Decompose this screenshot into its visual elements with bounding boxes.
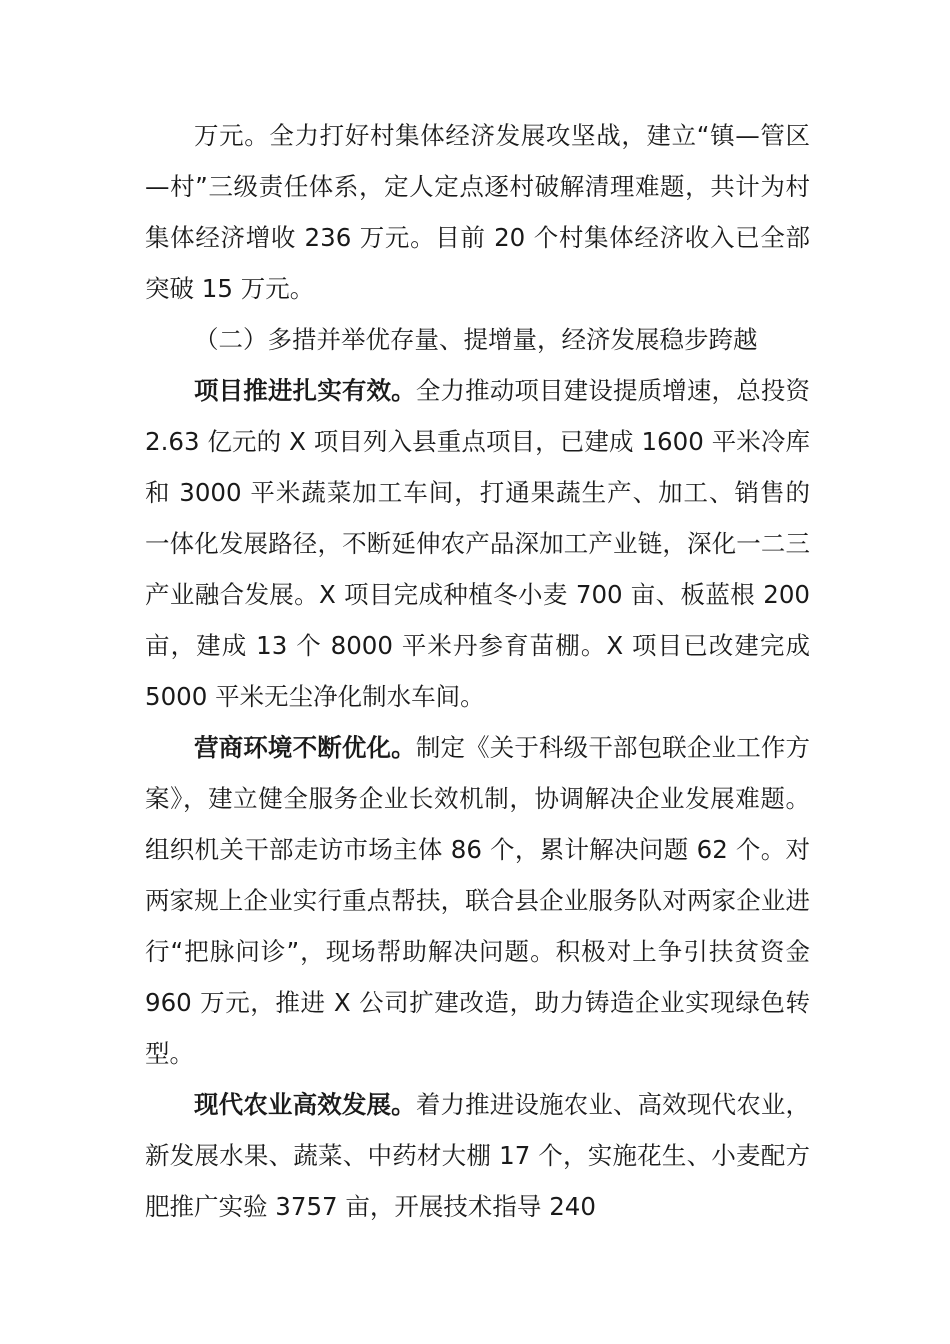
paragraph-village-economy (145, 110, 810, 314)
paragraph-lead: 营商环境不断优化。 (194, 733, 416, 762)
paragraph-text: 制定《关于科级干部包联企业工作方案》，建立健全服务企业长效机制，协调解决企业发展难题。组织机关干部走访市场主体 86 个，累计解决问题 62 个。对两家规上企业实行重点帮扶，联合县企业服务队对两家企业进行“把脉问诊”，现场帮助解决问题。积极对上争引扶贫资金 960 万元，推进 X 公司扩建改造，助力铸造企业实现绿色转型。 (145, 733, 810, 1068)
section-heading-text: （二）多措并举优存量、提增量，经济发展稳步跨越 (194, 325, 758, 354)
paragraph-text: 全力推动项目建设提质增速，总投资 2.63 亿元的 X 项目列入县重点项目，已建成 1600 平米冷库和 3000 平米蔬菜加工车间，打通果蔬生产、加工、销售的一体化发展路径，不断延伸农产品深加工产业链，深化一二三产业融合发展。X 项目完成种植冬小麦 700 亩、板蓝根 200 亩，建成 13 个 8000 平米丹参育苗棚。X 项目已改建完成 5000 平米无尘净化制水车间。 (145, 376, 810, 711)
section-heading-economy (145, 314, 810, 365)
paragraph-modern-agriculture (145, 1079, 810, 1232)
paragraph-lead: 现代农业高效发展。 (194, 1090, 416, 1119)
paragraph-text: 万元。全力打好村集体经济发展攻坚战，建立“镇—管区—村”三级责任体系，定人定点逐村破解清理难题，共计为村集体经济增收 236 万元。目前 20 个村集体经济收入已全部突破 15 万元。 (145, 121, 810, 303)
paragraph-business-environment (145, 722, 810, 1079)
paragraph-project-progress (145, 365, 810, 722)
paragraph-lead: 项目推进扎实有效。 (194, 376, 416, 405)
paragraph-text: 着力推进设施农业、高效现代农业，新发展水果、蔬菜、中药材大棚 17 个，实施花生、小麦配方肥推广实验 3757 亩，开展技术指导 240 (145, 1090, 810, 1221)
document-body (145, 110, 810, 1232)
